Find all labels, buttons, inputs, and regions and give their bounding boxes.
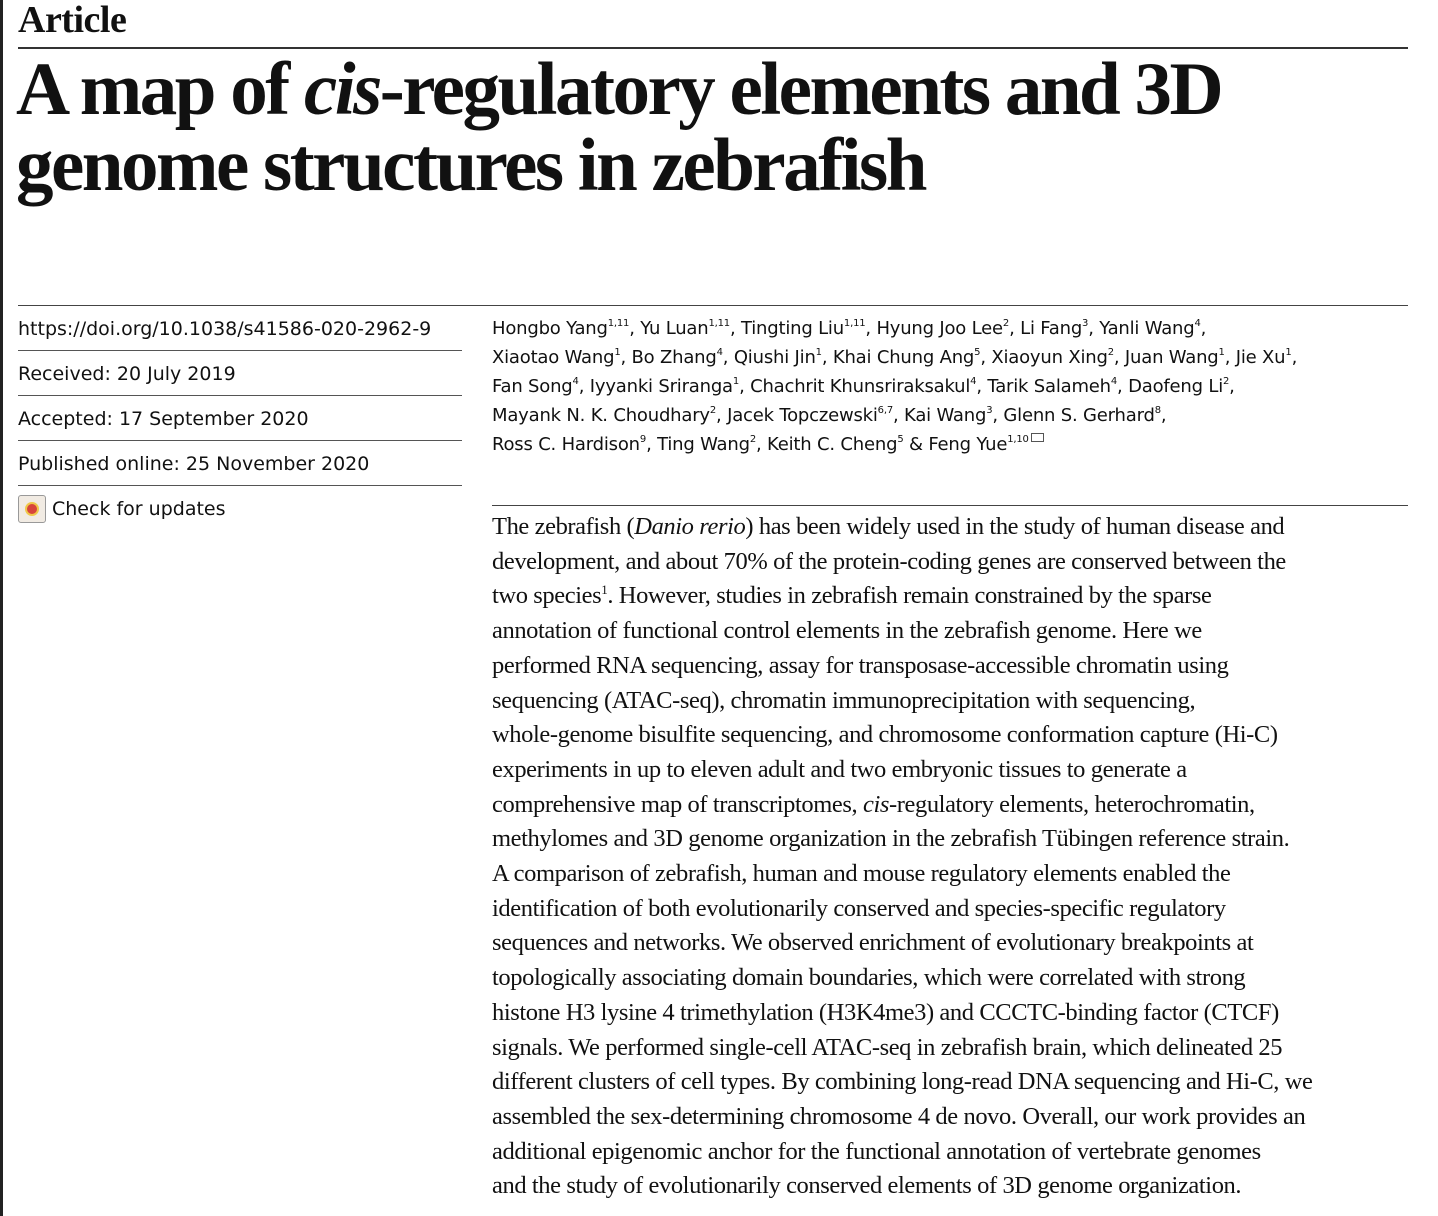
author-affiliation: 8 <box>1154 405 1161 416</box>
author-line: Xiaotao Wang$^1$, Bo Zhang$^4$, Qiushi Jin$^1$, Khai Chung Ang$^5$, Xiaoyun Xing$^2$, Juan Wang$^1$, Jie Xu$^1$, <box>492 347 1298 368</box>
article-title <box>16 48 1416 207</box>
author-name[interactable]: Iyyanki Sriranga <box>589 376 733 397</box>
email-icon[interactable] <box>1031 433 1044 442</box>
author-name[interactable]: Chachrit Khunsriraksakul <box>750 376 971 397</box>
abstract-line: experiments in up to eleven adult and two embryonic tissues to generate a <box>492 755 1187 783</box>
author-affiliation: 2 <box>1107 347 1114 358</box>
article-type-label: Article <box>18 0 127 41</box>
author-name[interactable]: Li Fang <box>1020 318 1083 339</box>
author-name[interactable]: Hyung Joo Lee <box>876 318 1003 339</box>
abstract-line: additional epigenomic anchor for the functional annotation of vertebrate genomes <box>492 1137 1261 1165</box>
author-affiliation: 9 <box>639 434 647 445</box>
author-name[interactable]: Tarik Salameh <box>987 376 1111 397</box>
author-line: Fan Song$^4$, Iyyanki Sriranga$^1$, Chachrit Khunsriraksakul$^4$, Tarik Salameh$^4$, Daofeng Li$^2$, <box>492 376 1235 397</box>
author-affiliation: 1,11 <box>708 318 730 329</box>
abstract-line: methylomes and 3D genome organization in the zebrafish Tübingen reference strain. <box>492 825 1290 853</box>
article-meta-panel <box>18 306 462 530</box>
author-name[interactable]: Fan Song <box>492 376 573 397</box>
author-line: Ross C. Hardison$^9$, Ting Wang$^2$, Keith C. Cheng$^5$ & Feng Yue$^{1,10}$ <box>492 430 1422 459</box>
author-name[interactable]: Xiaotao Wang <box>492 347 615 368</box>
title-line1: A map of cis-regulatory elements and 3D <box>16 48 1222 131</box>
author-affiliation: 1,10 <box>1007 434 1029 445</box>
author-name[interactable]: Juan Wang <box>1124 347 1219 368</box>
abstract-line: comprehensive map of transcriptomes, cis-regulatory elements, heterochromatin, <box>492 790 1255 818</box>
published-date: Published online: 25 November 2020 <box>18 441 462 486</box>
title-line2: genome structures in zebrafish <box>16 124 925 207</box>
author-list <box>492 314 1422 459</box>
doi-link[interactable]: https://doi.org/10.1038/s41586-020-2962-9 <box>18 306 462 351</box>
abstract-line: topologically associating domain boundaries, which were correlated with strong <box>492 964 1246 992</box>
author-line: Hongbo Yang$^{1,11}$, Yu Luan$^{1,11}$, Tingting Liu$^{1,11}$, Hyung Joo Lee$^2$, Li Fang$^3$, Yanli Wang$^4$, <box>492 318 1207 339</box>
author-name[interactable]: Xiaoyun Xing <box>991 347 1108 368</box>
author-affiliation: 3 <box>1082 318 1089 329</box>
author-name[interactable]: Jacek Topczewski <box>727 405 878 426</box>
author-affiliation: 2 <box>709 405 717 416</box>
author-affiliation: 4 <box>572 376 579 387</box>
author-affiliation: 5 <box>897 434 904 445</box>
author-affiliation: 6,7 <box>877 405 893 416</box>
author-name[interactable]: Khai Chung Ang <box>832 347 975 368</box>
accepted-date: Accepted: 17 September 2020 <box>18 396 462 441</box>
author-affiliation: 2 <box>749 434 756 445</box>
author-name[interactable]: Mayank N. K. Choudhary <box>492 405 710 426</box>
author-name[interactable]: Jie Xu <box>1235 347 1286 368</box>
author-affiliation: 2 <box>1223 376 1230 387</box>
author-name[interactable]: Tingting Liu <box>740 318 844 339</box>
author-name[interactable]: Bo Zhang <box>631 347 717 368</box>
abstract-line: performed RNA sequencing, assay for transposase-accessible chromatin using <box>492 651 1229 679</box>
author-name[interactable]: Qiushi Jin <box>733 347 816 368</box>
author-affiliation: 5 <box>974 347 981 358</box>
abstract-line: sequencing (ATAC-seq), chromatin immunoprecipitation with sequencing, <box>492 686 1196 714</box>
author-name[interactable]: Yanli Wang <box>1099 318 1195 339</box>
abstract-line: sequences and networks. We observed enrichment of evolutionary breakpoints at <box>492 929 1254 957</box>
check-for-updates-label: Check for updates <box>52 498 226 520</box>
left-margin-bar <box>0 0 3 1216</box>
author-affiliation: 1 <box>815 347 822 358</box>
author-name[interactable]: Hongbo Yang <box>492 318 608 339</box>
author-name[interactable]: Kai Wang <box>904 405 987 426</box>
abstract <box>492 510 1422 1204</box>
author-name[interactable]: Feng Yue <box>928 434 1008 455</box>
crossmark-icon <box>18 495 46 523</box>
author-affiliation: 1 <box>732 376 740 387</box>
received-date: Received: 20 July 2019 <box>18 351 462 396</box>
abstract-line: two species$^1$. However, studies in zebrafish remain constrained by the sparse <box>492 582 1212 610</box>
author-affiliation: 1 <box>1218 347 1225 358</box>
abstract-line: annotation of functional control elements in the zebrafish genome. Here we <box>492 617 1202 645</box>
abstract-line: assembled the sex-determining chromosome 4 de novo. Overall, our work provides an <box>492 1102 1306 1130</box>
check-for-updates-button[interactable] <box>18 486 462 530</box>
abstract-line: signals. We performed single-cell ATAC-seq in zebrafish brain, which delineated 25 <box>492 1033 1283 1061</box>
author-affiliation: 4 <box>1110 376 1118 387</box>
author-affiliation: 3 <box>986 405 993 416</box>
abstract-line: whole-genome bisulfite sequencing, and chromosome conformation capture (Hi-C) <box>492 721 1278 749</box>
author-affiliation: 1 <box>614 347 621 358</box>
author-affiliation: 1,11 <box>607 318 630 329</box>
author-name[interactable]: Yu Luan <box>640 318 709 339</box>
abstract-line: different clusters of cell types. By combining long-read DNA sequencing and Hi-C, we <box>492 1068 1313 1096</box>
title-italic-cis: cis <box>303 48 380 131</box>
author-name[interactable]: Glenn S. Gerhard <box>1003 405 1155 426</box>
author-affiliation: 4 <box>1194 318 1201 329</box>
author-name[interactable]: Keith C. Cheng <box>767 434 898 455</box>
abstract-line: The zebrafish (Danio rerio) has been widely used in the study of human disease and <box>492 513 1285 540</box>
author-affiliation: 4 <box>970 376 977 387</box>
abstract-line: and the study of evolutionarily conserved elements of 3D genome organization. <box>492 1172 1242 1200</box>
author-line: Mayank N. K. Choudhary$^2$, Jacek Topczewski$^{6,7}$, Kai Wang$^3$, Glenn S. Gerhard$^8$, <box>492 405 1167 426</box>
abstract-line: histone H3 lysine 4 trimethylation (H3K4me3) and CCCTC-binding factor (CTCF) <box>492 998 1279 1026</box>
author-affiliation: 1,11 <box>843 318 866 329</box>
author-affiliation: 2 <box>1002 318 1010 329</box>
author-name[interactable]: Ting Wang <box>657 434 750 455</box>
author-affiliation: 1 <box>1285 347 1292 358</box>
author-name[interactable]: Daofeng Li <box>1128 376 1223 397</box>
abstract-line: A comparison of zebrafish, human and mouse regulatory elements enabled the <box>492 860 1231 888</box>
author-affiliation: 4 <box>716 347 723 358</box>
abstract-line: identification of both evolutionarily conserved and species-specific regulatory <box>492 894 1226 922</box>
abstract-rule <box>492 505 1408 506</box>
abstract-line: development, and about 70% of the protein-coding genes are conserved between the <box>492 547 1286 575</box>
author-name[interactable]: Ross C. Hardison <box>492 434 640 455</box>
